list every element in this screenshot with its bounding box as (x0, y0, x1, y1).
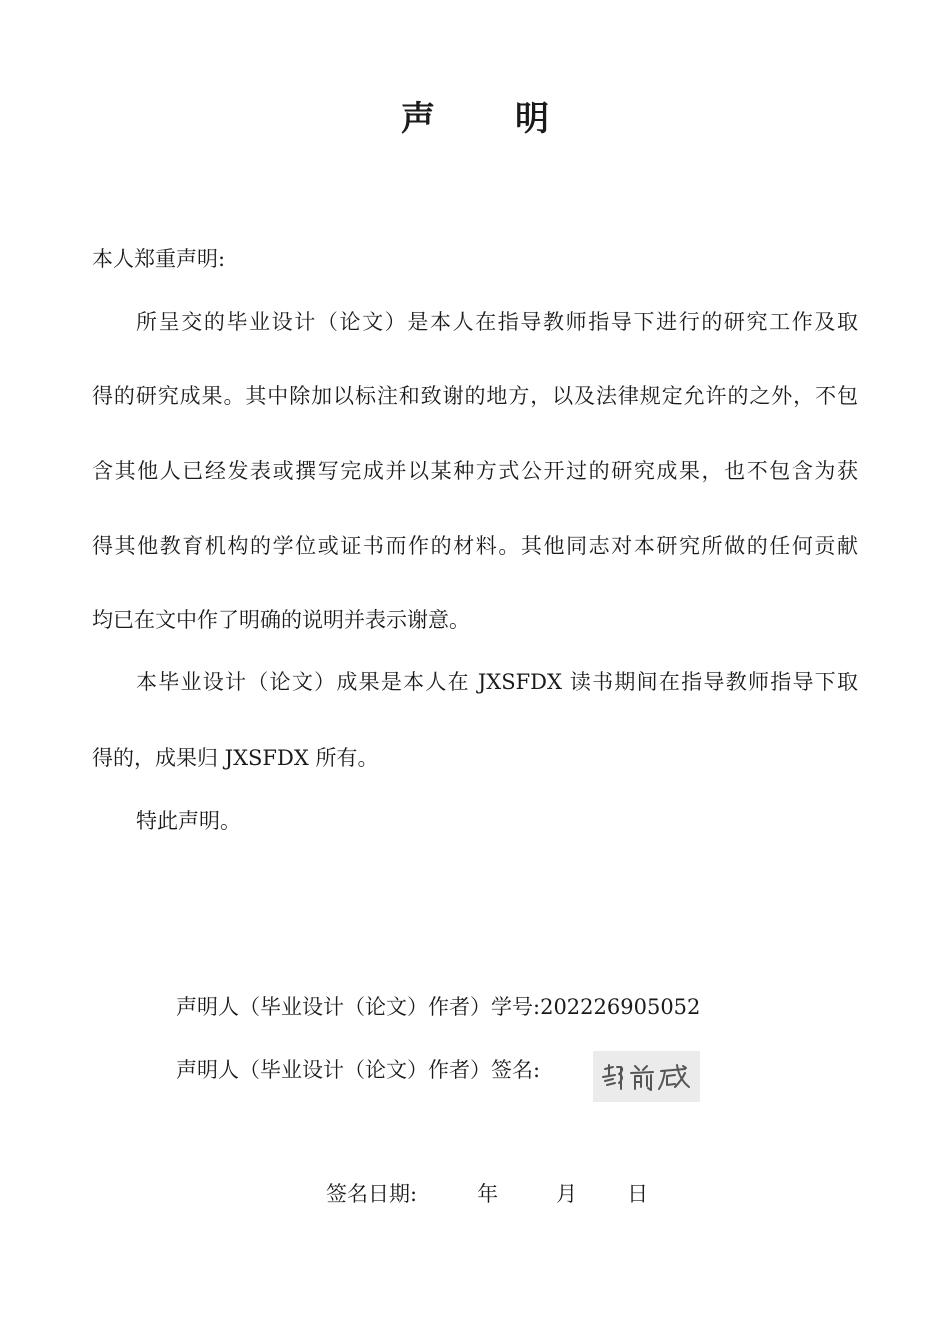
title-char-1: 声 (401, 99, 435, 139)
paragraph1-line-2: 得的研究成果。其中除加以标注和致谢的地方，以及法律规定允许的之外，不包 (92, 384, 858, 408)
paragraph2-line-1: 本毕业设计（论文）成果是本人在 JXSFDX 读书期间在指导教师指导下取 (136, 670, 858, 694)
paragraph1-line-3: 含其他人已经发表或撰写完成并以某种方式公开过的研究成果，也不包含为获 (92, 459, 858, 483)
student-id-label: 声明人（毕业设计（论文）作者）学号: (176, 995, 541, 1019)
date-year: 年 (477, 1182, 499, 1206)
sign-date-row (326, 1179, 648, 1209)
signature-image (597, 1057, 697, 1097)
title-char-2: 明 (515, 99, 549, 139)
paragraph1-line-4: 得其他教育机构的学位或证书而作的材料。其他同志对本研究所做的任何贡献 (92, 534, 858, 558)
date-day: 日 (627, 1182, 649, 1206)
paragraph1-line-1: 所呈交的毕业设计（论文）是本人在指导教师指导下进行的研究工作及取 (136, 310, 858, 334)
intro-text: 本人郑重声明: (92, 247, 226, 271)
handwritten-signature (593, 1051, 700, 1102)
sign-date-label: 签名日期: (326, 1182, 418, 1206)
closing-text: 特此声明。 (136, 809, 241, 833)
student-id-row (176, 992, 700, 1022)
paragraph1-line-5: 均已在文中作了明确的说明并表示谢意。 (92, 608, 470, 632)
page-title (0, 92, 950, 146)
student-id-value: 202226905052 (540, 995, 701, 1019)
signature-label: 声明人（毕业设计（论文）作者）签名: (176, 1058, 541, 1082)
paragraph2-line-2: 得的，成果归 JXSFDX 所有。 (92, 746, 379, 770)
date-month: 月 (556, 1182, 578, 1206)
